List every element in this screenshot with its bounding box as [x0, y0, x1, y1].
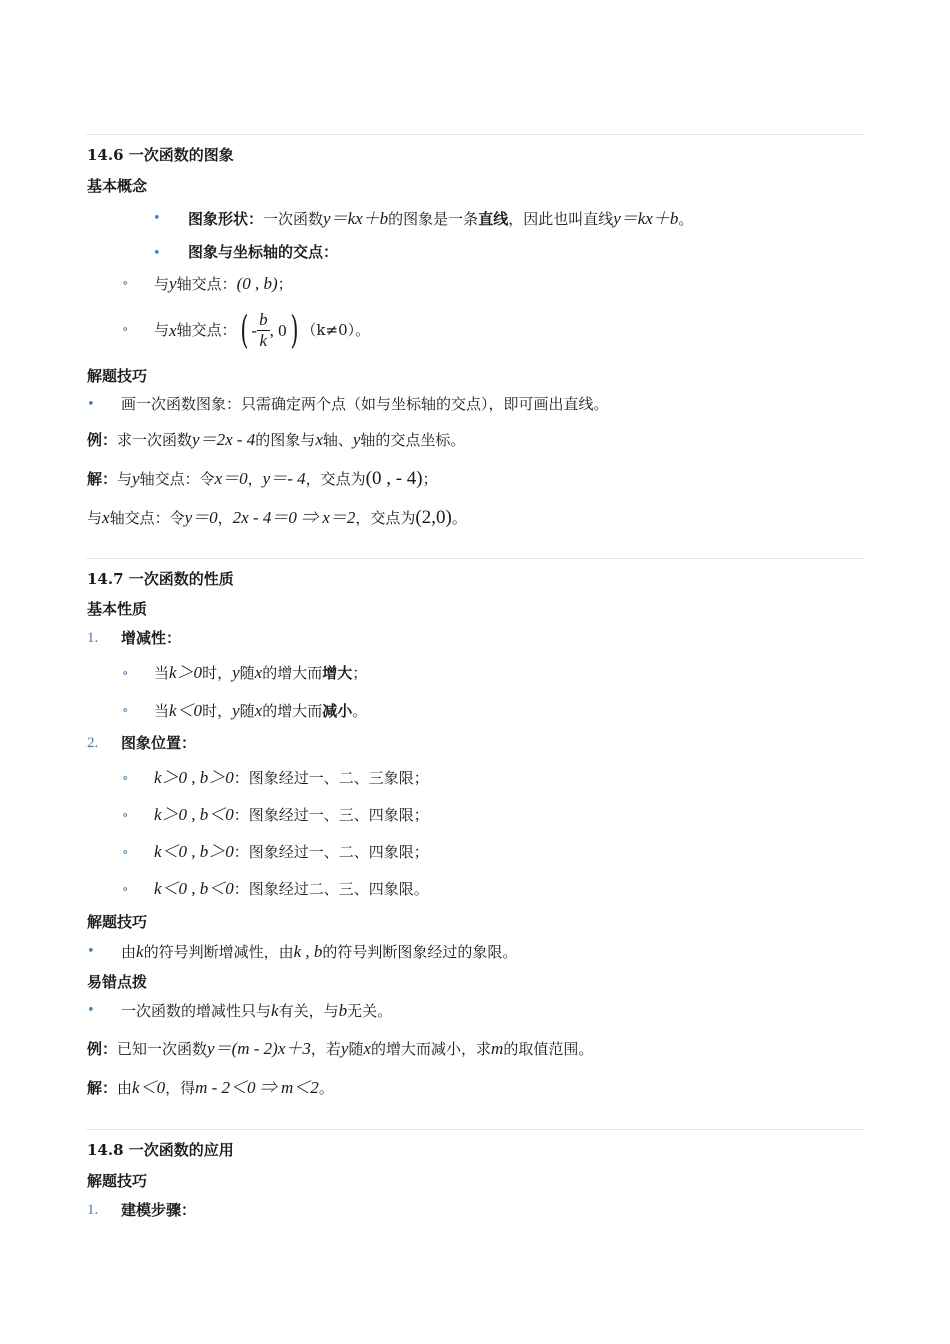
- inc1-x: x: [254, 663, 263, 682]
- pos-item: [154, 880, 429, 897]
- circle-mark: ∘: [122, 322, 129, 337]
- tips-heading-14-8: 解题技巧: [87, 1172, 148, 1190]
- fraction: [257, 311, 270, 350]
- bullet-mark: •: [153, 211, 161, 226]
- inc2-text-3: 随: [239, 702, 255, 720]
- err-text-1: 一次函数的增减性只与: [121, 1002, 272, 1020]
- tip-kb: k , b: [293, 942, 323, 961]
- y-axis-intersection: [154, 275, 293, 292]
- ex-text-3: 轴、: [322, 431, 353, 449]
- ex-equation: y＝2x - 4: [192, 430, 256, 449]
- x-axis-text-2: 轴交点：: [176, 320, 237, 339]
- circle-mark: ∘: [122, 771, 129, 786]
- sol-eq-1: k＜0: [132, 1078, 166, 1097]
- x-axis-text-1: 与: [154, 320, 170, 339]
- inc2-x: x: [254, 701, 263, 720]
- solution-14-7: [87, 1079, 334, 1096]
- pos-item: [154, 806, 429, 823]
- ex-text-1: 已知一次函数: [117, 1040, 208, 1058]
- inc1-text-2: 时，: [202, 664, 233, 682]
- bullet-mark: •: [87, 1003, 95, 1018]
- ex-text-1: 求一次函数: [117, 431, 193, 449]
- example-label: 例：: [87, 431, 118, 449]
- inc1-y: y: [232, 663, 240, 682]
- circle-mark: ∘: [122, 703, 129, 718]
- pos-eq: k＜0 , b＜0: [154, 879, 234, 898]
- tip-text-3: 的符号判断图象经过的象限。: [322, 943, 518, 961]
- inc2-text-4: 的增大而: [262, 702, 323, 720]
- inc2-text-1: 当: [154, 702, 170, 720]
- y-axis-text-2: 轴交点：: [176, 275, 237, 293]
- shape-equation: y＝kx＋b: [323, 209, 389, 228]
- ex-text-4: 轴的交点坐标。: [360, 431, 466, 449]
- frac-num: b: [259, 309, 268, 329]
- sol-eq-1: x＝0: [214, 469, 248, 488]
- frac-den: k: [259, 330, 268, 350]
- ex-y: y: [352, 430, 361, 449]
- step-label: 建模步骤：: [121, 1201, 197, 1219]
- pos-item: [154, 769, 429, 786]
- tips-heading-14-7: 解题技巧: [87, 913, 148, 931]
- bullet-mark: •: [153, 246, 161, 261]
- pos-label: 图象位置：: [121, 734, 197, 752]
- circle-mark: ∘: [122, 666, 129, 681]
- inc1-bold: 增大: [322, 664, 353, 682]
- bullet-mark: •: [87, 944, 95, 959]
- ex-text-2: 的图象与: [255, 431, 316, 449]
- shape-equation-2: y＝kx＋b: [613, 209, 679, 228]
- tip-text-1: 由: [121, 943, 137, 961]
- circle-mark: ∘: [122, 845, 129, 860]
- pos-eq: k＜0 , b＞0: [154, 842, 234, 861]
- inc1-eq: k＞0: [169, 663, 203, 682]
- sol2-x: x: [102, 508, 110, 527]
- tip-k: k: [136, 942, 144, 961]
- sol-y: y: [132, 469, 140, 488]
- ex-text-4: 的增大而减小，求: [371, 1040, 492, 1058]
- shape-text-4: 。: [678, 210, 694, 228]
- tip-14-6: 画一次函数图象：只需确定两个点（如与坐标轴的交点），即可画出直线。: [121, 395, 609, 413]
- pos-eq: k＞0 , b＞0: [154, 768, 234, 787]
- divider: [86, 558, 864, 559]
- inc1-text-4: 的增大而: [262, 664, 323, 682]
- list-number: 1.: [87, 1202, 99, 1218]
- solution-14-6-line1: [87, 469, 438, 488]
- sol2-text-2: 轴交点：令: [109, 509, 185, 527]
- sol-end: ；: [422, 470, 438, 488]
- pos-item: [154, 843, 429, 860]
- y-axis-var: y: [169, 274, 177, 293]
- sol-eq-2: y＝- 4: [262, 469, 306, 488]
- list-number: 1.: [87, 630, 99, 646]
- intersect-label: 图象与坐标轴的交点：: [188, 243, 339, 261]
- shape-line: [153, 210, 161, 225]
- shape-content: [188, 210, 693, 227]
- pos-text: ：图象经过二、三、四象限。: [233, 880, 429, 898]
- x-axis-cond: （k≠0）。: [301, 320, 371, 339]
- section-title-14-6: 14.6 一次函数的图象: [87, 146, 234, 164]
- pos-text: ：图象经过一、三、四象限；: [233, 806, 429, 824]
- shape-text-1: 一次函数: [263, 210, 324, 228]
- sol-eq-2: m - 2＜0 ⇒ m＜2: [195, 1078, 319, 1097]
- inc1-end: ；: [352, 664, 368, 682]
- shape-bold: 直线: [478, 210, 509, 228]
- shape-text-3: ，因此也叫直线: [508, 210, 614, 228]
- prop-heading: 基本性质: [87, 600, 148, 618]
- frac-sign: -: [251, 320, 258, 340]
- tips-heading-14-6: 解题技巧: [87, 367, 148, 385]
- pos-text: ：图象经过一、二、三象限；: [233, 769, 429, 787]
- solution-label: 解：: [87, 1079, 118, 1097]
- solution-label: 解：: [87, 470, 118, 488]
- example-14-7: [87, 1040, 593, 1057]
- pos-eq: k＞0 , b＜0: [154, 805, 234, 824]
- tip-text-2: 的符号判断增减性，由: [143, 943, 294, 961]
- y-axis-end: ；: [277, 275, 293, 293]
- inc1-text-3: 随: [239, 664, 255, 682]
- circle-mark: ∘: [122, 276, 129, 291]
- example-label: 例：: [87, 1040, 118, 1058]
- sol-text-1: 由: [117, 1079, 133, 1097]
- sol-point: (0 , - 4): [365, 468, 423, 489]
- list-number: 2.: [87, 735, 99, 751]
- sol-text-2: 轴交点：令: [139, 470, 215, 488]
- divider: [86, 1129, 864, 1130]
- sol2-text-1: 与: [87, 509, 103, 527]
- ex-x: x: [315, 430, 323, 449]
- concept-heading: 基本概念: [87, 177, 148, 195]
- sol-text-3: ，交点为: [305, 470, 366, 488]
- err-text-2: 有关，与: [278, 1002, 339, 1020]
- pos-text: ：图象经过一、二、四象限；: [233, 843, 429, 861]
- inc2-y: y: [232, 701, 240, 720]
- shape-text-2: 的图象是一条: [388, 210, 479, 228]
- sol-text-1: 与: [117, 470, 133, 488]
- example-14-6: [87, 431, 465, 448]
- x-axis-var: x: [169, 320, 177, 340]
- section-title-14-8: 14.8 一次函数的应用: [87, 1141, 234, 1159]
- paren-right: ): [289, 308, 299, 352]
- shape-label: 图象形状：: [188, 210, 264, 228]
- inc2-eq: k＜0: [169, 701, 203, 720]
- section-title-14-7: 14.7 一次函数的性质: [87, 570, 234, 588]
- ex-text-3: 随: [348, 1040, 364, 1058]
- sol-text-2: ，得: [165, 1079, 196, 1097]
- sol2-end: 。: [451, 509, 467, 527]
- inc2-bold: 减小: [322, 702, 353, 720]
- inc2-text-2: 时，: [202, 702, 233, 720]
- y-axis-point: (0 , b): [236, 274, 278, 293]
- bullet-mark: •: [87, 397, 95, 412]
- ex-x: x: [363, 1039, 372, 1058]
- ex-text-2: ，若: [310, 1040, 341, 1058]
- ex-m: m: [491, 1039, 504, 1058]
- err-b: b: [338, 1001, 348, 1020]
- paren-left: (: [239, 308, 249, 352]
- inc-item-1: [154, 664, 367, 681]
- sol2-eq-1: y＝0: [184, 508, 218, 527]
- intersect-line: [153, 245, 161, 260]
- tip-14-7: [121, 943, 517, 960]
- ex-equation: y＝(m - 2)x＋3: [207, 1039, 311, 1058]
- sol2-comma: ，: [217, 509, 233, 527]
- error-tip: [121, 1002, 392, 1019]
- divider: [86, 134, 864, 135]
- sol-comma: ，: [247, 470, 263, 488]
- inc-label: 增减性：: [121, 629, 182, 647]
- x-axis-intersection: [154, 305, 370, 355]
- sol2-text-3: ，交点为: [355, 509, 416, 527]
- err-k: k: [271, 1001, 279, 1020]
- ex-y: y: [340, 1039, 349, 1058]
- sol-end: 。: [318, 1079, 334, 1097]
- inc1-text-1: 当: [154, 664, 170, 682]
- circle-mark: ∘: [122, 808, 129, 823]
- inc2-end: 。: [352, 702, 368, 720]
- sol2-eq-2: 2x - 4＝0 ⇒ x＝2: [232, 508, 356, 527]
- solution-14-6-line2: [87, 508, 467, 527]
- sol2-point: (2,0): [415, 507, 452, 528]
- err-text-3: 无关。: [347, 1002, 393, 1020]
- circle-mark: ∘: [122, 882, 129, 897]
- error-heading: 易错点拨: [87, 973, 148, 991]
- inc-item-2: [154, 702, 367, 719]
- ex-text-5: 的取值范围。: [503, 1040, 594, 1058]
- y-axis-text-1: 与: [154, 275, 170, 293]
- frac-tail: , 0: [269, 320, 287, 340]
